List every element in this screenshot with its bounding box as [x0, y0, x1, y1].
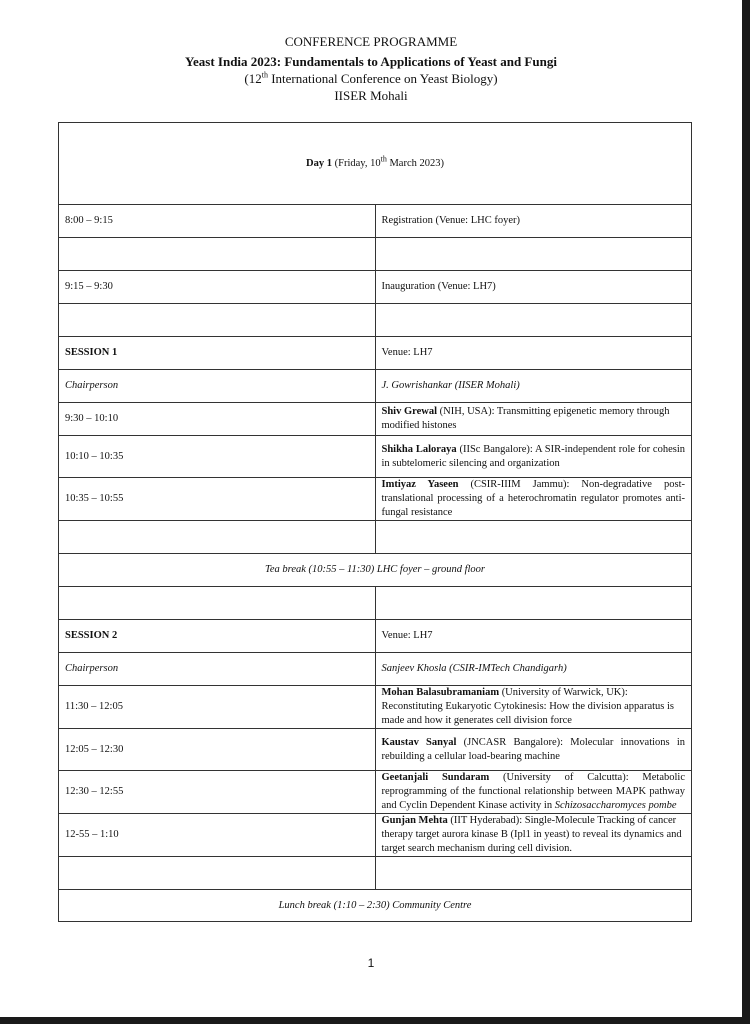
blank-row	[59, 587, 692, 620]
table-row	[59, 271, 692, 304]
talk-cell: Shikha Laloraya (IISc Bangalore): A SIR-independent role for cohesin in subtelomeric silencing and organization	[375, 436, 692, 478]
table-row	[59, 436, 692, 478]
event-cell: Inauguration (Venue: LH7)	[375, 271, 692, 304]
programme-table	[58, 122, 692, 922]
blank-row	[59, 238, 692, 271]
chairperson-label: Chairperson	[59, 653, 376, 686]
chairperson-label: Chairperson	[59, 370, 376, 403]
talk-cell: Kaustav Sanyal (JNCASR Bangalore): Molecular innovations in rebuilding a cellular load-bearing machine	[375, 729, 692, 771]
table-row	[59, 620, 692, 653]
table-row	[59, 890, 692, 922]
table-row	[59, 205, 692, 238]
table-row	[59, 478, 692, 521]
table-row	[59, 370, 692, 403]
blank-row	[59, 304, 692, 337]
talk-cell: Imtiyaz Yaseen (CSIR-IIIM Jammu): Non-degradative post-translational processing of a heterochromatin regulator promotes anti-fungal resistance	[375, 478, 692, 521]
talk-cell: Shiv Grewal (NIH, USA): Transmitting epigenetic memory through modified histones	[375, 403, 692, 436]
venue-institute: IISER Mohali	[334, 88, 408, 103]
talk-cell: Geetanjali Sundaram (University of Calcutta): Metabolic reprogramming of the functional relationship between MAPK pathway and Cyclin Dependent Kinase activity in Schizosaccharomyces pombe	[375, 771, 692, 814]
time-cell: 9:30 – 10:10	[59, 403, 376, 436]
blank-row	[59, 521, 692, 554]
time-cell: 10:35 – 10:55	[59, 478, 376, 521]
table-row	[59, 554, 692, 587]
page-number: 1	[367, 956, 375, 970]
time-cell: 12:30 – 12:55	[59, 771, 376, 814]
chairperson-name: J. Gowrishankar (IISER Mohali)	[375, 370, 692, 403]
programme-heading: CONFERENCE PROGRAMME	[284, 34, 458, 49]
session-venue: Venue: LH7	[375, 620, 692, 653]
table-row	[59, 403, 692, 436]
lunch-break: Lunch break (1:10 – 2:30) Community Centre	[59, 890, 692, 922]
session-label: SESSION 2	[59, 620, 376, 653]
event-cell: Registration (Venue: LHC foyer)	[375, 205, 692, 238]
time-cell: 8:00 – 9:15	[59, 205, 376, 238]
conference-title: Yeast India 2023: Fundamentals to Applications of Yeast and Fungi	[185, 54, 557, 69]
time-cell: 11:30 – 12:05	[59, 686, 376, 729]
table-row	[59, 337, 692, 370]
talk-cell: Gunjan Mehta (IIT Hyderabad): Single-Molecule Tracking of cancer therapy target aurora kinase B (Ipl1 in yeast) to reveal its dynamics and target search mechanism during cell division.	[375, 814, 692, 857]
table-row	[59, 771, 692, 814]
day-heading: Day 1 (Friday, 10th March 2023)	[59, 123, 692, 205]
table-row	[59, 653, 692, 686]
time-cell: 10:10 – 10:35	[59, 436, 376, 478]
time-cell: 9:15 – 9:30	[59, 271, 376, 304]
table-row	[59, 686, 692, 729]
tea-break: Tea break (10:55 – 11:30) LHC foyer – ground floor	[59, 554, 692, 587]
talk-cell: Mohan Balasubramaniam (University of Warwick, UK): Reconstituting Eukaryotic Cytokinesis: How the division apparatus is made and how it generates cell division force	[375, 686, 692, 729]
table-row	[59, 729, 692, 771]
table-row	[59, 814, 692, 857]
session-venue: Venue: LH7	[375, 337, 692, 370]
conference-subtitle: (12th International Conference on Yeast Biology)	[244, 70, 498, 86]
chairperson-name: Sanjeev Khosla (CSIR-IMTech Chandigarh)	[375, 653, 692, 686]
time-cell: 12:05 – 12:30	[59, 729, 376, 771]
blank-row	[59, 857, 692, 890]
session-label: SESSION 1	[59, 337, 376, 370]
time-cell: 12-55 – 1:10	[59, 814, 376, 857]
